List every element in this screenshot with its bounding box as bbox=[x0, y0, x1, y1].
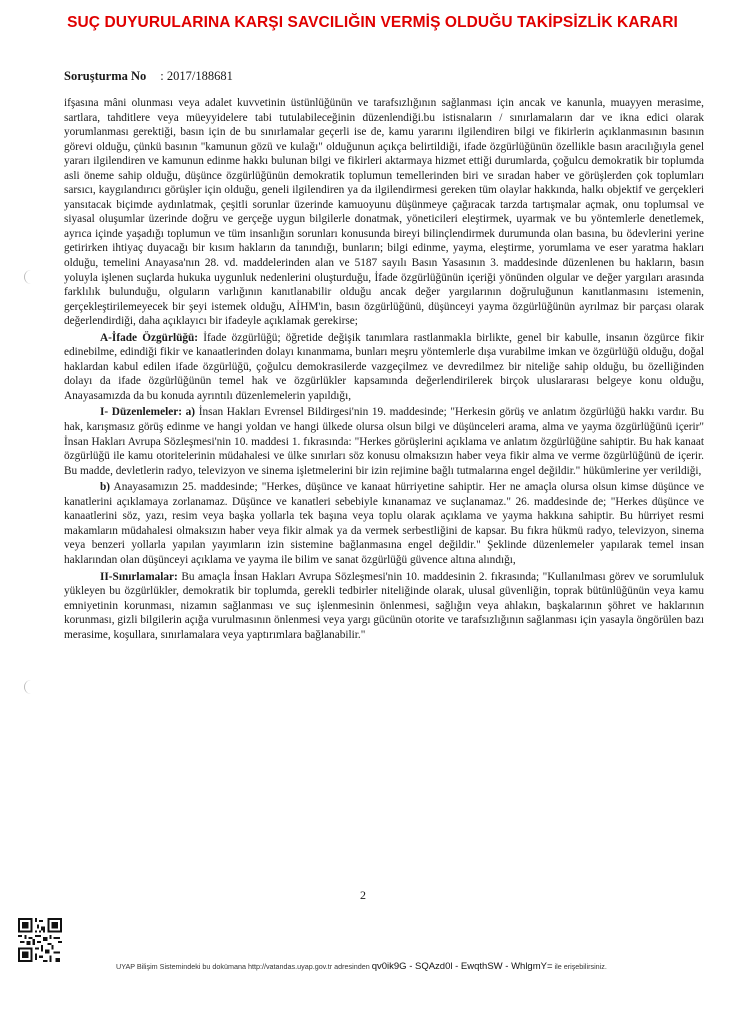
section-heading: I- Düzenlemeler: a) bbox=[100, 406, 196, 419]
qr-code-icon bbox=[18, 918, 62, 962]
verification-footer bbox=[116, 961, 607, 972]
section-heading: A-İfade Özgürlüğü: bbox=[100, 331, 199, 344]
verification-code: qv0ik9G - SQAzd0l - EwqthSW - WhlgmY= bbox=[371, 961, 553, 972]
paragraph-continuation: ifşasına mâni olunması veya adalet kuvvetinin üstünlüğünün ve tarafsızlığının sağlanması için ancak ve kanunla, muayyen merasime, sartlara, tahditlere veya müeyyidelere tabi tutulabileceğinin düzenlendiği.bu istisnaların / sınırlamaların dar ve ikna edici olarak yorumlanması gerektiği, basın için de bu sınırlamalar geçerli ise de, kamu yararını ilgilendiren bilgi ve fikirlerin açıklanmasının basının görevi olduğu, çünkü basının "kamunun gözü ve kulağı" olduğunun açıkça belirtildiği, ifade özgürlüğünün özellikle basın aracılığıyla genel yararı ilgilendiren ve kamunun edinme hakkı bulunan bilgi ve fikirleri aktarmaya hizmet ettiği durumlarda, çoğulcu demokratik bir toplumda asli öneme sahip olduğu, düşünce özgürlüğünün demokratik toplumun temellerinden biri ve sıradan haber ve görüşlerden çok toplumları sarsıcı, kaygılandırıcı görüşler için olduğu, geneli ilgilendiren ya da ilgilendirmesi gereken tüm olaylar hakkında, halkı objektif ve gerçekleri yansıtacak biçimde aydınlatmak, çeşitli sorunlar üzerinde kamuoyunu düşünmeye çağıracak tarzda tartışmalar açmak, onu toplumsal ve siyasal oluşumlar üzerinde doğru ve gerçeğe uygun bilgilerle donatmak, yöneticileri eleştirmek, uyarmak ve bu yöntemlerle denetlemek, ayrıca içinde yaşadığı toplumun ve tüm insanlığın sorunları konusunda bireyi bilinçlendirmek durumunda olan basına, bu ödevlerini yerine getirirken ihtiyaç duyacağı bir kısım hakların da tanındığı, bunların; bilgi edinme, yayma, eleştirme, yorumlama ve eser yaratma hakları olduğu, temelini Anayasa'nın 28. vd. maddelerinden alan ve 5187 sayılı Basın Yasasının 3. maddesinde düzenlenen bu hakların, basın yoluyla işlenen suçlarda hukuka uygunluk nedenlerini oluşturduğu, İfade özgürlüğünün içeriği yönünden olgular ve değer yargıları arasında farklılık bulunduğu, olguların varlığının kanıtlanabilir olduğu ancak değer yargılarının doğruluğunun kanıtlanmasını istemenin, gerçekleştirilemeyecek bir şeyi istemek olduğu, AİHM'in, basın özgürlüğünü, düşünceyi yayma özgürlüğünün ayrılmaz bir parçası olarak değerlendirdiği, daha açıklayıcı bir ifadeyle açıklamak gerekirse; bbox=[64, 97, 704, 328]
paragraph-freedom-of-expression bbox=[64, 331, 704, 404]
investigation-number-label: Soruşturma No bbox=[64, 69, 147, 83]
paragraph-regulations bbox=[64, 405, 704, 478]
paragraph-text: İnsan Hakları Evrensel Bildirgesi'nin 19. maddesinde; "Herkesin görüş ve anlatım özgürlüğü hakkı vardır. Bu hak, karışmasız görüş edinme ve hangi yoldan ve hangi ülkede olursa olsun bilgi ve düşünceleri arama, alma ve yayma özgürlüğünü içerir" İnsan Hakları Avrupa Sözleşmesi'nin 10. maddesi 1. fıkrasında: "Herkes görüşlerini açıklama ve anlatım özgürlüğüne sahiptir. Bu hak kanaat özgürlüğü ile kamu otoritelerinin müdahalesi ve ülke sınırları söz konusu olmaksızın haber veya fikir alma ve verme özgürlüğünü de içerir. Bu madde, devletlerin radyo, televizyon ve sinema işletmelerini bir izin rejimine bağlı tutmalarına engel değildir." hükümlerine yer verildiği, bbox=[64, 406, 704, 477]
document-banner: SUÇ DUYURULARINA KARŞI SAVCILIĞIN VERMİŞ OLDUĞU TAKİPSİZLİK KARARI bbox=[67, 14, 678, 31]
section-heading: II-Sınırlamalar: bbox=[100, 570, 178, 583]
punch-hole-mark bbox=[24, 270, 33, 284]
investigation-number bbox=[64, 69, 233, 84]
footer-prefix: UYAP Bilişim Sistemindeki bu dokümana http://vatandas.uyap.gov.tr adresinden bbox=[116, 962, 370, 971]
document-body bbox=[64, 96, 704, 642]
paragraph-constitution bbox=[64, 480, 704, 567]
paragraph-text: Anayasamızın 25. maddesinde; "Herkes, düşünce ve kanaat hürriyetine sahiptir. Her ne amaçla olursa olsun kimse düşünce ve kanatlerini açıklamaya zorlanamaz. Düşünce ve kanatleri sebebiyle kınanamaz ve suçlanamaz." 26. maddesinde de; "Herkes düşünce ve kanaatlerini söz, yazı, resim veya başka yollarla tek başına veya toplu olarak açıklama ve yayma hakkına sahiptir. Bu hürriyet resmi makamların müdahalesi olmaksızın haber veya fikir almak ya da vermek serbestliğini de kapsar. Bu fıkra hükmü radyo, televizyon, sinema veya benzeri yollarla yapılan yayımların izin sistemine bağlanmasına engel değildir." Şeklinde düzenlemeler yapılarak temel insan haklarından olan düşünceyi açıklama ve yayma ile bilim ve sanat özgürlüğü güvence altına alındığı, bbox=[64, 481, 704, 566]
paragraph-limitations bbox=[64, 570, 704, 643]
section-heading: b) bbox=[100, 481, 111, 494]
page-number: 2 bbox=[360, 888, 366, 902]
footer-suffix: ile erişebilirsiniz. bbox=[554, 962, 607, 971]
investigation-number-value: : 2017/188681 bbox=[160, 69, 233, 83]
paragraph-text: İfade özgürlüğü; öğretide değişik tanımlara rastlanmakla birlikte, genel bir kabulle, insanın özgürce fikir edinebilme, edindiği fikir ve kanaatlerinden dolayı kınanmama, bunları meşru yöntemlerle dışa vurabilme imkan ve özgürlüğü olduğu, doğal haklardan kabul edilen ifade özgürlüğü, çoğulcu demokrasilerde vazgeçilmez ve devredilmez bir niteliğe sahip olduğu, bu özelliğinden dolayı da ifade özgürlüğünün temel hak ve özgürlükler kapsamında değerlendirilerek birçok uluslararası belgeye konu olduğu, Anayasamızda da bu konuda ayrıntılı düzenlemelerin yapıldığı, bbox=[64, 331, 704, 402]
punch-hole-mark bbox=[24, 680, 33, 694]
paragraph-text: Bu amaçla İnsan Hakları Avrupa Sözleşmesi'nin 10. maddesinin 2. fıkrasında; "Kullanılması görev ve sorumluluk yükleyen bu özgürlükler, demokratik bir toplumda, gerekli tedbirler niteliğinde olarak, ulusal güvenliğin, toprak bütünlüğünün veya kamu emniyetinin korunması, nizamın sağlanması ve suç işlenmesinin önlenmesi, sağlığın veya ahlakın, başkalarının şöhret ve haklarının korunması, gizli bilgilerin açığa vurulmasının önlenmesi veya yargı gücünün otorite ve tarafsızlığının sağlanması için yasayla öngörülen bazı merasime, koşullara, sınırlamalara veya yaptırımlara bağlanabilir." bbox=[64, 570, 704, 641]
